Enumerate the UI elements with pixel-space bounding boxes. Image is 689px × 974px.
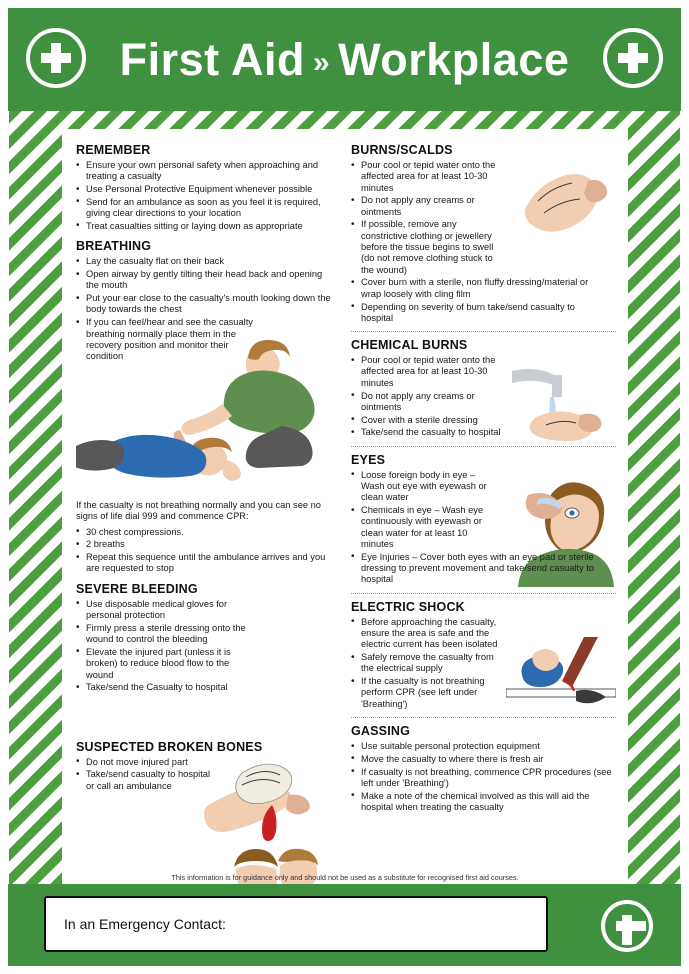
- list-item: • Treat casualties sitting or laying down as appropriate: [76, 221, 337, 232]
- title-part-1: First Aid: [119, 33, 305, 85]
- section-list: [351, 355, 503, 439]
- bleeding-arm-illustration: [202, 743, 338, 847]
- list-item: • Before approaching the casualty, ensure the area is safe and the electric current has been isolated: [351, 617, 501, 651]
- recovery-position-figure: [76, 330, 338, 498]
- list-item: • Loose foreign body in eye – Wash out eye with eyewash or clean water: [351, 470, 501, 504]
- list-item: • 2 breaths: [76, 539, 337, 550]
- list-item: • Open airway by gently tilting their head back and opening the mouth: [76, 269, 337, 292]
- list-item: • Lay the casualty flat on their back: [76, 256, 337, 267]
- list-item: • Firmly press a sterile dressing onto the wound to control the bleeding: [76, 623, 252, 646]
- list-item: • Make a note of the chemical involved as this will aid the hospital when treating the casualty: [351, 791, 616, 814]
- list-item: • Pour cool or tepid water onto the affected area for at least 10-30 minutes: [351, 355, 503, 389]
- list-item: • If you can feel/hear and see the casualty breathing normally place them in the recovery position and monitor their condition: [76, 317, 254, 362]
- list-item: • Cover burn with a sterile, non fluffy dressing/material or wrap loosely with cling film: [351, 277, 605, 300]
- title-chevron: »: [312, 45, 331, 79]
- section-divider: [351, 331, 616, 332]
- list-item: • Take/send the Casualty to hospital: [76, 682, 252, 693]
- section-heading: EYES: [351, 452, 386, 467]
- section-list: [351, 617, 501, 710]
- list-item: • Use Personal Protective Equipment whenever possible: [76, 184, 337, 195]
- section-divider: [351, 446, 616, 447]
- page-title: [120, 34, 570, 86]
- recovery-position-illustration: [76, 364, 337, 494]
- list-item: • Do not apply any creams or ointments: [351, 195, 503, 218]
- list-item: • If possible, remove any constrictive clothing or jewellery before the tissue begins to swell (do not remove clothing stuck to the wound): [351, 219, 503, 275]
- chemical-burns-tap-illustration: [506, 365, 614, 445]
- section-burns-scalds: [351, 143, 616, 324]
- list-item: • Depending on severity of burn take/send casualty to hospital: [351, 302, 605, 325]
- section-heading: SEVERE BLEEDING: [76, 581, 198, 596]
- section-eyes: [351, 453, 616, 586]
- section-divider: [351, 593, 616, 594]
- left-column: [76, 143, 337, 863]
- list-item: • Pour cool or tepid water onto the affected area for at least 10-30 minutes: [351, 160, 503, 194]
- list-item: • Take/send the casualty to hospital: [351, 427, 503, 438]
- burns-hand-illustration: [516, 161, 616, 245]
- content-panel: [62, 129, 628, 889]
- section-electric-shock: [351, 600, 616, 710]
- section-heading: BURNS/SCALDS: [351, 143, 453, 157]
- first-aid-cross-icon: [26, 28, 86, 88]
- poster-header: [8, 8, 681, 111]
- cpr-list: [76, 527, 337, 575]
- list-item: • Put your ear close to the casualty's mouth looking down the body towards the chest: [76, 293, 337, 316]
- content-columns: [76, 143, 616, 863]
- list-item: • Elevate the injured part (unless it is broken) to reduce blood flow to the wound: [76, 647, 252, 681]
- section-heading: GASSING: [351, 724, 411, 739]
- list-item: • Send for an ambulance as soon as you feel it is required, giving clear directions to your location: [76, 197, 337, 220]
- list-item: • Do not apply any creams or ointments: [351, 391, 503, 414]
- section-list: [76, 160, 337, 232]
- first-aid-cross-icon: [603, 28, 663, 88]
- list-item: • Safely remove the casualty from the electrical supply: [351, 652, 501, 675]
- list-item: • Use suitable personal protection equipment: [351, 741, 616, 752]
- list-item: • If casualty is not breathing, commence CPR procedures (see left under 'Breathing'): [351, 767, 616, 790]
- breathing-note: If the casualty is not breathing normally and you can see no signs of life dial 999 and commence CPR:: [76, 499, 321, 522]
- list-item: • Use disposable medical gloves for personal protection: [76, 599, 252, 622]
- electric-shock-illustration: [506, 635, 616, 727]
- right-column: [351, 143, 616, 863]
- section-remember: [76, 143, 337, 232]
- first-aid-cross-icon: [601, 900, 653, 952]
- section-list: [351, 160, 589, 324]
- list-item: • Ensure your own personal safety when approaching and treating a casualty: [76, 160, 337, 183]
- section-chemical-burns: [351, 338, 616, 439]
- list-item: • Chemicals in eye – Wash eye continuously with eyewash or clean water for at least 10 minutes: [351, 505, 501, 550]
- list-item: • 30 chest compressions.: [76, 527, 337, 538]
- list-item: • Cover with a sterile dressing: [351, 415, 503, 426]
- section-list: [76, 757, 216, 792]
- list-item: • Eye Injuries – Cover both eyes with an eye pad or sterile dressing to prevent movement and take/send casualty to hospital: [351, 552, 605, 586]
- section-severe-bleeding: [76, 582, 337, 694]
- section-list: [351, 469, 595, 586]
- section-gassing: [351, 724, 616, 813]
- list-item: • Repeat this sequence until the ambulance arrives and you are requested to stop: [76, 552, 337, 575]
- section-heading: BREATHING: [76, 239, 152, 254]
- section-heading: ELECTRIC SHOCK: [351, 599, 465, 614]
- section-heading: CHEMICAL BURNS: [351, 338, 468, 353]
- emergency-contact-label: In an Emergency Contact:: [64, 916, 226, 932]
- title-part-2: Workplace: [338, 33, 570, 85]
- list-item: • Do not move injured part: [76, 757, 216, 768]
- list-item: • Take/send casualty to hospital or call an ambulance: [76, 769, 216, 792]
- section-breathing: [76, 239, 337, 574]
- section-heading: REMEMBER: [76, 143, 151, 157]
- section-list: [76, 599, 252, 694]
- section-list: [351, 741, 616, 813]
- list-item: • Move the casualty to where there is fresh air: [351, 754, 616, 765]
- list-item: • If the casualty is not breathing perform CPR (see left under 'Breathing'): [351, 676, 501, 710]
- guidance-footnote: This information is for guidance only and should not be used as a substitute for recognised first aid courses.: [171, 873, 519, 882]
- section-heading: SUSPECTED BROKEN BONES: [76, 739, 263, 754]
- emergency-contact-field[interactable]: [44, 896, 548, 952]
